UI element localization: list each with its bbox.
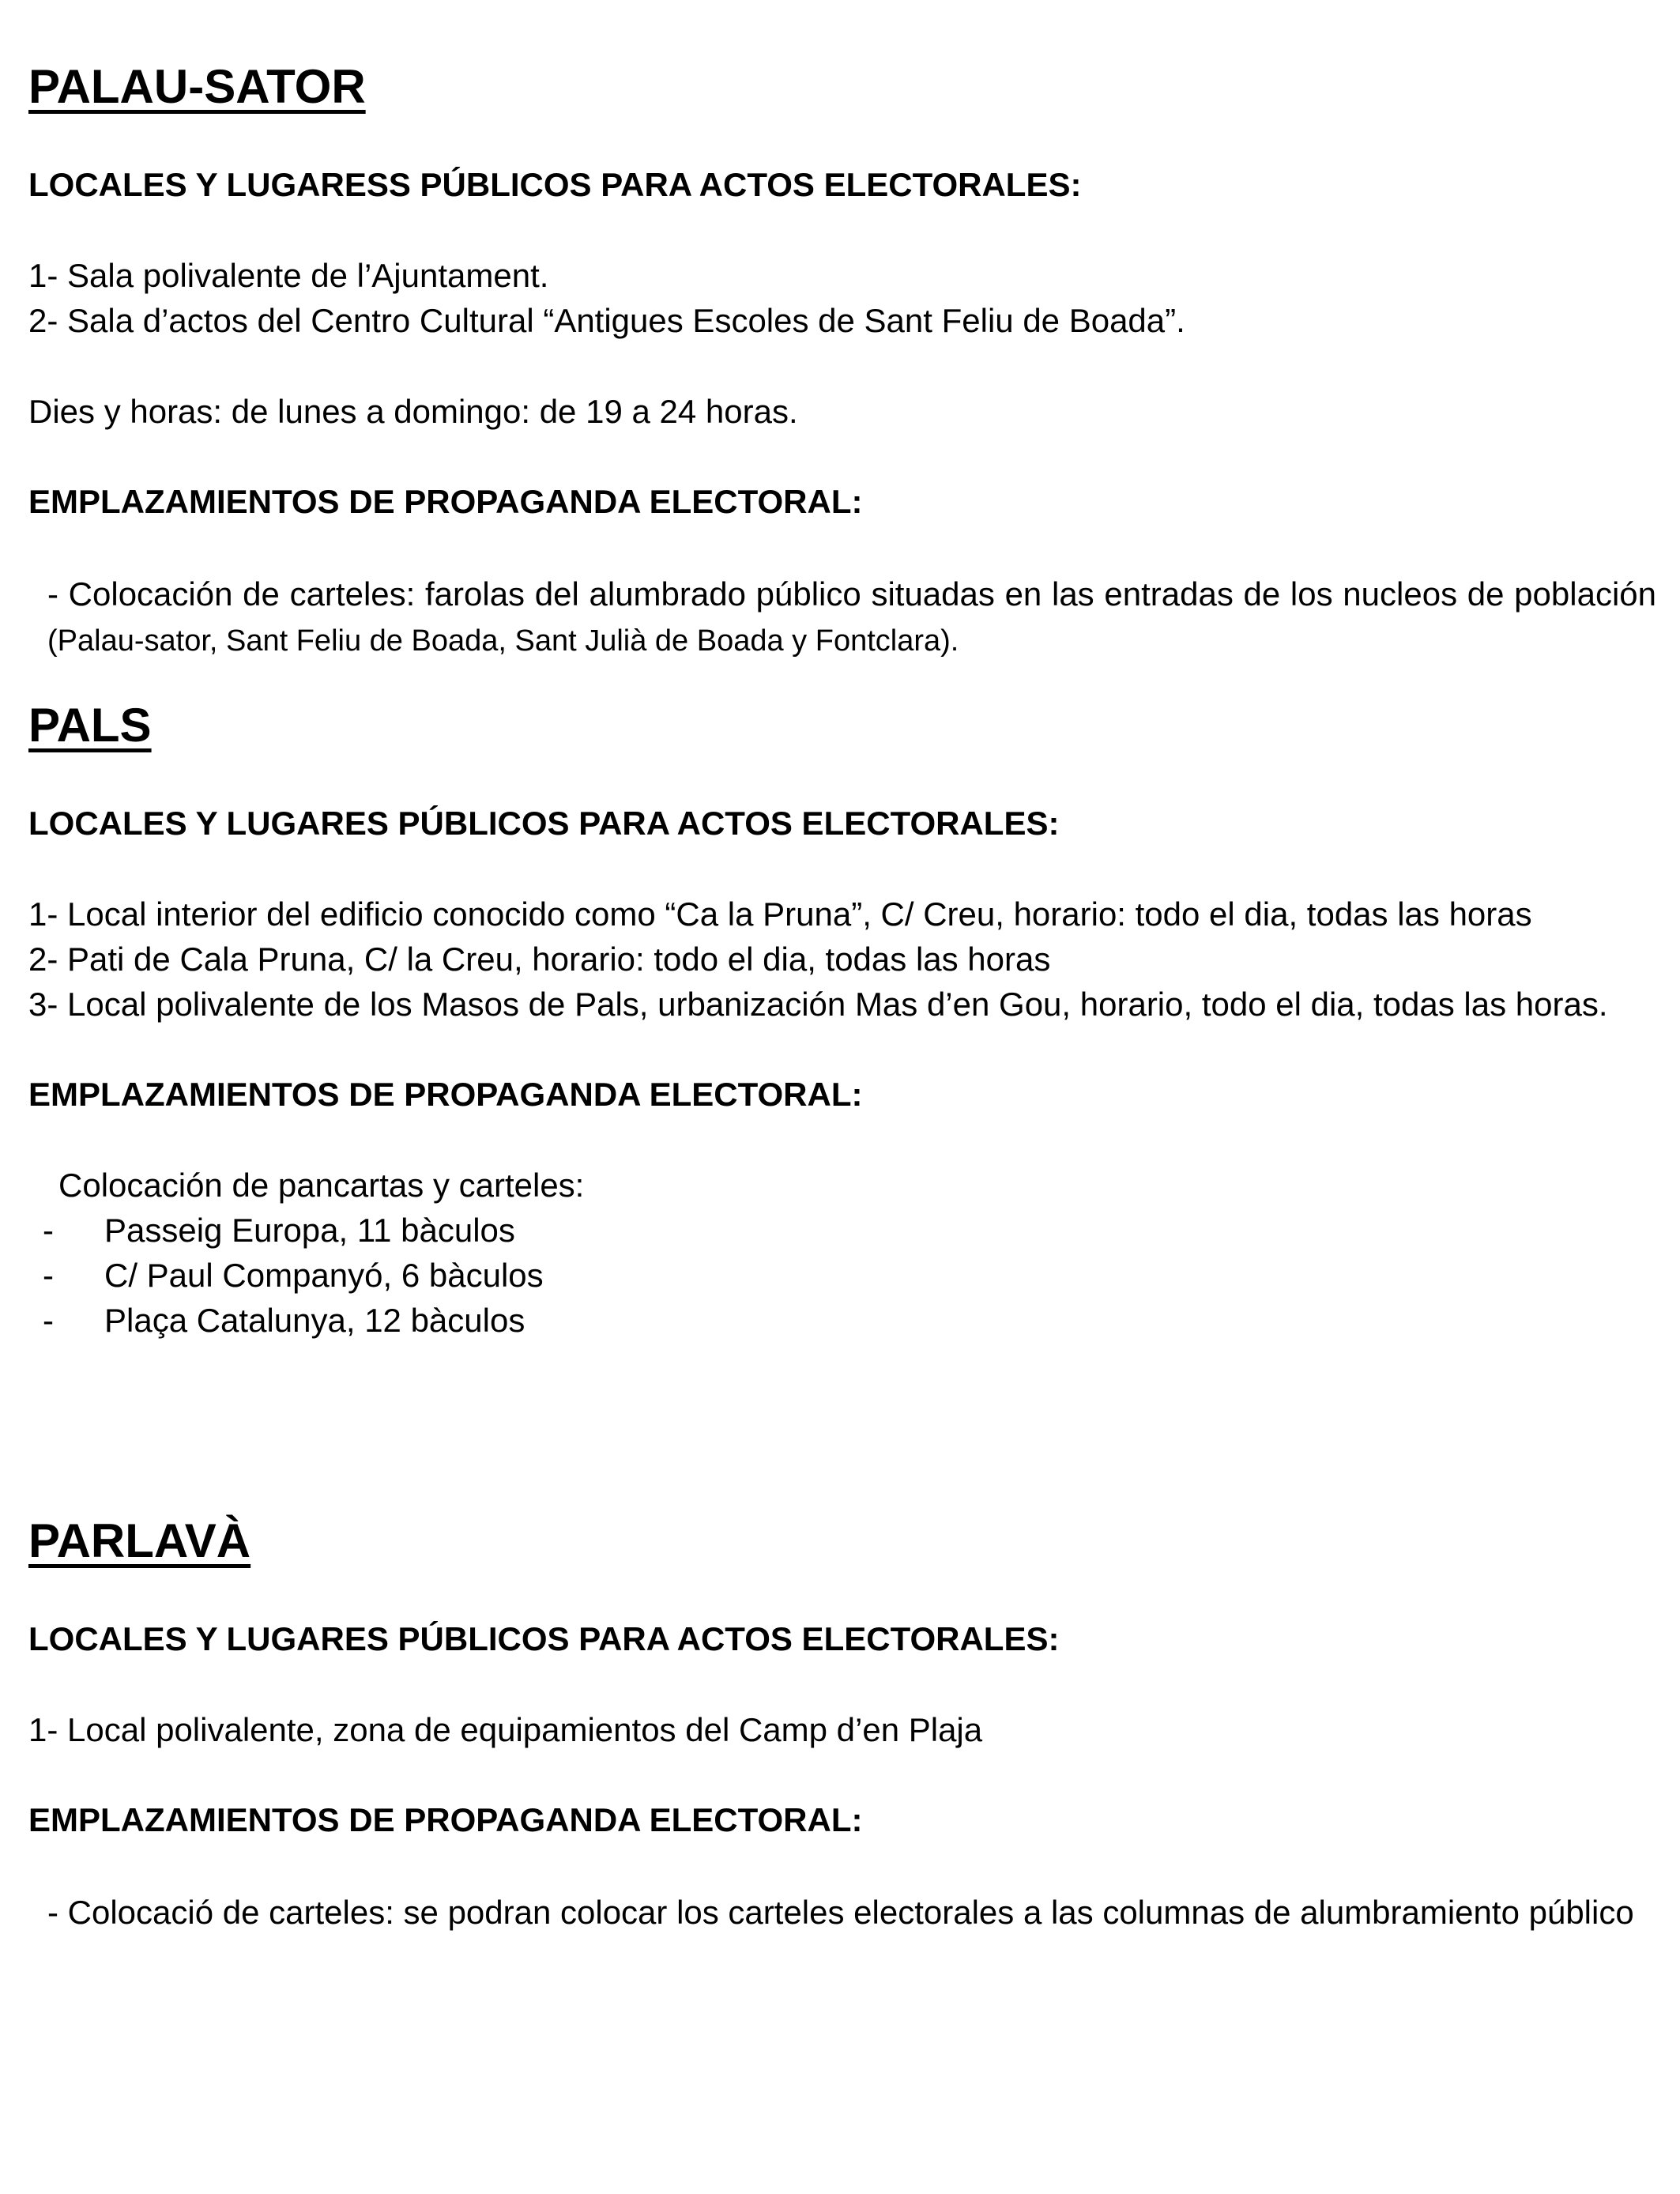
section-pals (28, 697, 1656, 1343)
locales-heading: LOCALES Y LUGARES PÚBLICOS PARA ACTOS ELECTORALES: (28, 1620, 1060, 1657)
list-item (28, 1298, 1656, 1343)
propaganda-intro: Colocación de pancartas y carteles: (58, 1167, 585, 1204)
hours-text: Dies y horas: de lunes a domingo: de 19 a 24 horas. (28, 393, 798, 430)
locale-item: 3- Local polivalente de los Masos de Pals, urbanización Mas d’en Gou, horario, todo el dia, todas las horas. (28, 986, 1608, 1023)
propaganda-heading: EMPLAZAMIENTOS DE PROPAGANDA ELECTORAL: (28, 483, 863, 520)
propaganda-main: - Colocación de carteles: farolas del alumbrado público situadas en las entradas de los nucleos de población (47, 575, 1656, 613)
locales-heading: LOCALES Y LUGARES PÚBLICOS PARA ACTOS ELECTORALES: (28, 805, 1060, 842)
locale-item: 1- Sala polivalente de l’Ajuntament. (28, 257, 549, 294)
municipality-title: PALS (28, 699, 152, 752)
list-item (28, 1208, 1656, 1253)
bullet-dash: - (43, 1257, 54, 1294)
municipality-title: PALAU-SATOR (28, 60, 366, 113)
locale-item: 2- Pati de Cala Pruna, C/ la Creu, horario: todo el dia, todas las horas (28, 941, 1051, 978)
propaganda-heading: EMPLAZAMIENTOS DE PROPAGANDA ELECTORAL: (28, 1801, 863, 1838)
section-parlava (28, 1513, 1656, 1935)
bullet-dash: - (43, 1212, 54, 1249)
municipality-title: PARLAVÀ (28, 1514, 251, 1567)
list-item-text: Passeig Europa, 11 bàculos (104, 1212, 515, 1249)
propaganda-places: (Palau-sator, Sant Feliu de Boada, Sant Julià de Boada y Fontclara). (47, 624, 959, 658)
list-item (28, 1253, 1656, 1298)
locale-item: 2- Sala d’actos del Centro Cultural “Antigues Escoles de Sant Feliu de Boada”. (28, 302, 1185, 339)
bullet-dash: - (43, 1302, 54, 1339)
list-item-text: C/ Paul Companyó, 6 bàculos (104, 1257, 544, 1294)
propaganda-text: - Colocació de carteles: se podran colocar los carteles electorales a las columnas de alumbramiento público (47, 1894, 1634, 1931)
propaganda-heading: EMPLAZAMIENTOS DE PROPAGANDA ELECTORAL: (28, 1076, 863, 1113)
section-palau-sator (28, 58, 1656, 664)
locales-heading: LOCALES Y LUGARESS PÚBLICOS PARA ACTOS ELECTORALES: (28, 166, 1082, 203)
propaganda-text (28, 571, 1656, 664)
locale-item: 1- Local interior del edificio conocido como “Ca la Pruna”, C/ Creu, horario: todo el dia, todas las horas (28, 895, 1532, 933)
list-item-text: Plaça Catalunya, 12 bàculos (104, 1302, 525, 1339)
locale-item: 1- Local polivalente, zona de equipamientos del Camp d’en Plaja (28, 1711, 983, 1748)
